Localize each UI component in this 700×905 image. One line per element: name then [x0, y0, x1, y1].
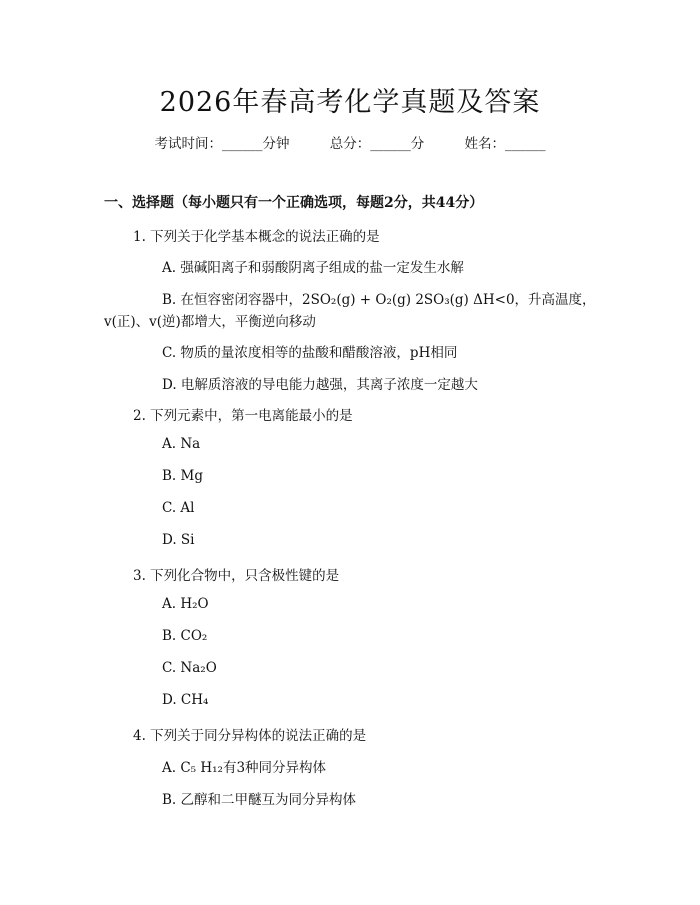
- question-option: D. Si: [162, 532, 195, 548]
- question-option: D. 电解质溶液的导电能力越强，其离子浓度一定越大: [162, 377, 478, 393]
- question-option: B. 乙醇和二甲醚互为同分异构体: [162, 792, 357, 808]
- question-stem: 1. 下列关于化学基本概念的说法正确的是: [133, 229, 380, 245]
- exam-meta: [0, 132, 700, 152]
- exam-title: 2026年春高考化学真题及答案: [159, 87, 541, 118]
- question-option: C. Al: [162, 500, 195, 516]
- question-option: D. CH₄: [162, 692, 209, 708]
- total-score-field: 总分：______分: [329, 136, 425, 152]
- question-option: A. H₂O: [162, 596, 209, 612]
- question-option: B. Mg: [162, 468, 203, 484]
- exam-time-field: 考试时间：______分钟: [154, 136, 290, 152]
- question-option: A. C₅ H₁₂有3种同分异构体: [162, 760, 327, 776]
- question-option: B. CO₂: [162, 628, 208, 644]
- question-stem: 4. 下列关于同分异构体的说法正确的是: [133, 728, 367, 744]
- question-option: C. Na₂O: [162, 660, 217, 676]
- question-option: C. 物质的量浓度相等的盐酸和醋酸溶液，pH相同: [162, 345, 458, 361]
- question-option-continuation: v(正)、v(逆)都增大，平衡逆向移动: [104, 314, 316, 330]
- question-option: A. Na: [162, 436, 201, 452]
- student-name-field: 姓名：______: [464, 136, 546, 152]
- section-heading: 一、选择题（每小题只有一个正确选项，每题2分，共44分）: [104, 195, 484, 211]
- question-stem: 2. 下列元素中，第一电离能最小的是: [133, 408, 353, 424]
- question-option: B. 在恒容密闭容器中，2SO₂(g) + O₂(g) 2SO₃(g) ΔH<0，升高温度，: [162, 292, 596, 308]
- question-stem: 3. 下列化合物中，只含极性键的是: [133, 568, 340, 584]
- question-option: A. 强碱阳离子和弱酸阴离子组成的盐一定发生水解: [162, 260, 464, 276]
